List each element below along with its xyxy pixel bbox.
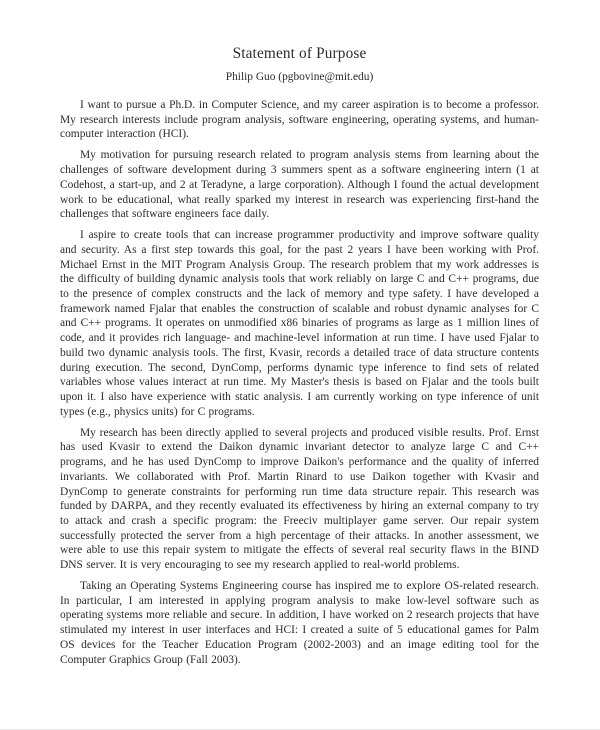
body-paragraph: My motivation for pursuing research related to program analysis stems from learning about the challenges of software development during 3 summers spent as a software engineering intern (1 at Codehost, a start-up, and 2 at Teradyne, a large corporation). Although I found the actual development work to be educational, what really sparked my interest in research was experiencing first-hand the challenges that software engineers face daily.	[60, 149, 539, 221]
author-byline: Philip Guo (pgbovine@mit.edu)	[225, 71, 374, 83]
body-paragraph: I want to pursue a Ph.D. in Computer Science, and my career aspiration is to become a professor. My research interests include program analysis, software engineering, operating systems, and human-computer interaction (HCI).	[60, 99, 539, 141]
body-paragraph: My research has been directly applied to several projects and produced visible results. Prof. Ernst has used Kvasir to extend the Daikon dynamic invariant detector to analyze large C and C++ programs, and he has used DynComp to improve Daikon's performance and the quality of inferred invariants. We collaborated with Prof. Martin Rinard to use Daikon together with Kvasir and DynComp to generate constraints for performing run time data structure repair. This research was funded by DARPA, and they recently evaluated its effectiveness by hiring an external company to try to attack and crash a specific program: the Freeciv multiplayer game server. Our repair system successfully protected the server from a high percentage of their attacks. In another assessment, we were able to use this repair system to mitigate the effects of several real security flaws in the BIND DNS server. It is very encouraging to see my research applied to real-world problems.	[60, 426, 539, 572]
document-title: Statement of Purpose	[232, 45, 367, 62]
body-paragraph: I aspire to create tools that can increase programmer productivity and improve software quality and security. As a first step towards this goal, for the past 2 years I have been working with Prof. Michael Ernst in the MIT Program Analysis Group. The research problem that my work addresses is the difficulty of building dynamic analysis tools that work reliably on large C and C++ programs, due to the presence of complex constructs and the lack of memory and type safety. I have developed a framework named Fjalar that enables the construction of scalable and robust dynamic analyses for C and C++ programs. It operates on unmodified x86 binaries of programs as large as 1 million lines of code, and it provides rich language- and machine-level information at run time. I have used Fjalar to build two dynamic analysis tools. The first, Kvasir, records a detailed trace of data structure contents during execution. The second, DynComp, performs dynamic type inference to find sets of related variables whose values interact at run time. My Master's thesis is based on Fjalar and the tools built upon it. I also have experience with static analysis. I am currently working on type inference of unit types (e.g., physics units) for C programs.	[60, 229, 539, 418]
document-body	[60, 0, 539, 667]
body-paragraph: Taking an Operating Systems Engineering course has inspired me to explore OS-related research. In particular, I am interested in applying program analysis to make low-level software such as operating systems more reliable and secure. In addition, I have worked on 2 research projects that have stimulated my interest in user interfaces and HCI: I created a suite of 5 educational games for Palm OS devices for the Teacher Education Program (2002-2003) and an image editing tool for the Computer Graphics Group (Fall 2003).	[60, 580, 539, 666]
